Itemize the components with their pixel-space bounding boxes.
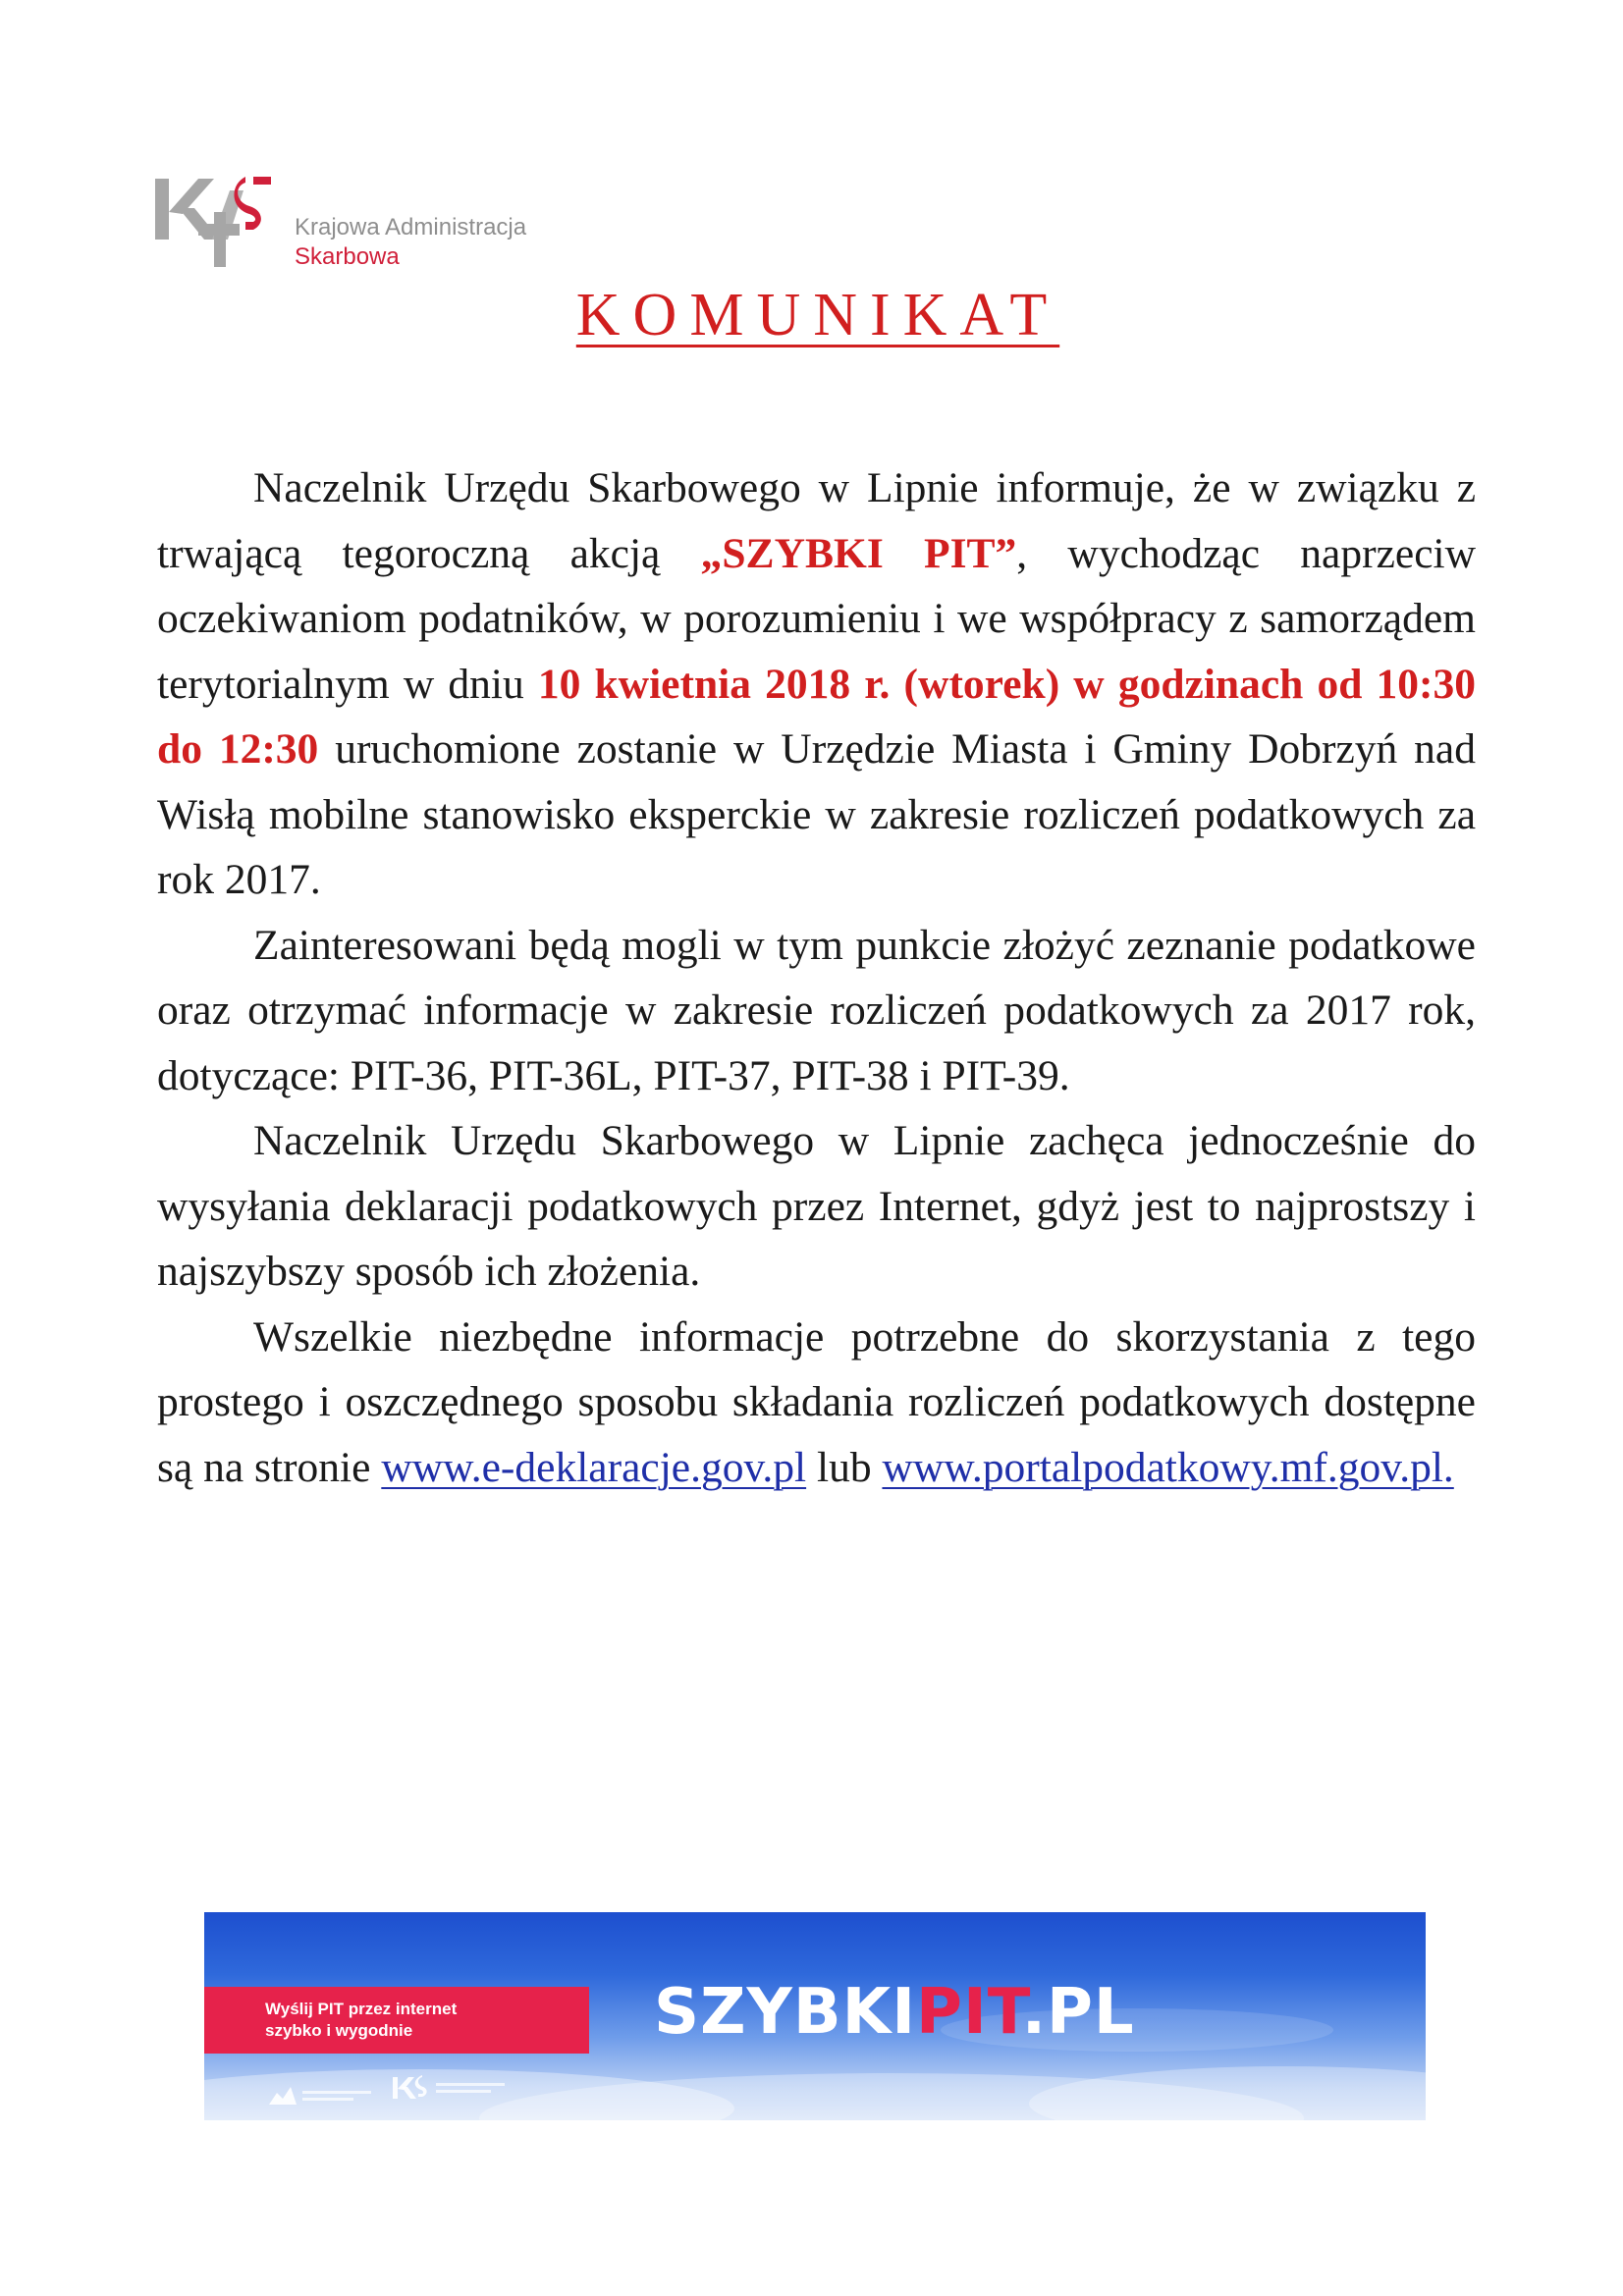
banner-brand-part3: .PL xyxy=(1021,1976,1135,2049)
paragraph-4 xyxy=(157,1305,1476,1501)
banner-brand-part1: SZYBKI xyxy=(654,1976,917,2049)
date-time-highlight: 10 kwietnia 2018 r. (wtorek) w godzinach od 10:30 do 12:30 xyxy=(157,660,1477,773)
szybki-pit-banner[interactable] xyxy=(204,1912,1426,2120)
paragraph-1 xyxy=(157,455,1476,913)
paragraph-1-text-a: Naczelnik Urzędu Skarbowego w Lipnie informuje, że w związku z trwającą tegoroczną akcją xyxy=(157,464,1476,577)
paragraph-1-text-b: , wychodząc naprzeciw oczekiwaniom podatników, w porozumieniu i we współpracy z samorządem terytorialnym w dniu xyxy=(157,529,1477,708)
announcement-body xyxy=(157,455,1476,1500)
banner-tagline-line2: szybko i wygodnie xyxy=(265,2021,413,2040)
portal-podatkowy-link[interactable]: www.portalpodatkowy.mf.gov.pl. xyxy=(882,1443,1454,1491)
page-title-text: KOMUNIKAT xyxy=(575,282,1060,348)
kas-small-logo-icon xyxy=(393,2073,511,2107)
page-title xyxy=(0,282,1623,348)
kas-logo-icon xyxy=(155,173,283,275)
e-deklaracje-link[interactable]: www.e-deklaracje.gov.pl xyxy=(381,1443,807,1491)
banner-brand-part2: PIT xyxy=(916,1976,1022,2049)
paragraph-2: Zainteresowani będą mogli w tym punkcie złożyć zeznanie podatkowe oraz otrzymać informacje w zakresie rozliczeń podatkowych za 2017 rok, dotyczące: PIT-36, PIT-36L, PIT-37, PIT-38 i PIT-39. xyxy=(157,921,1476,1099)
campaign-name-highlight: „SZYBKI PIT” xyxy=(700,529,1017,577)
kas-logo xyxy=(155,173,587,275)
ministry-finance-logo-icon xyxy=(269,2081,377,2107)
logo-text-line2: Skarbowa xyxy=(295,243,400,270)
paragraph-4-text-b: lub xyxy=(806,1443,883,1491)
paragraph-1-text-c: uruchomione zostanie w Urzędzie Miasta i Gminy Dobrzyń nad Wisłą mobilne stanowisko eksperckie w zakresie rozliczeń podatkowych za rok 2017. xyxy=(157,725,1476,903)
paragraph-4-text-a: Wszelkie niezbędne informacje potrzebne do skorzystania z tego prostego i oszczędnego sposobu składania rozliczeń podatkowych dostępne są na stronie xyxy=(157,1312,1476,1491)
paragraph-3: Naczelnik Urzędu Skarbowego w Lipnie zachęca jednocześnie do wysyłania deklaracji podatkowych przez Internet, gdyż jest to najprostszy i najszybszy sposób ich złożenia. xyxy=(157,1117,1476,1295)
banner-tagline-line1: Wyślij PIT przez internet xyxy=(265,2000,458,2018)
banner-brand xyxy=(654,1976,1135,2049)
banner-tagline xyxy=(204,1987,589,2054)
logo-text-line1: Krajowa Administracja xyxy=(295,214,527,240)
